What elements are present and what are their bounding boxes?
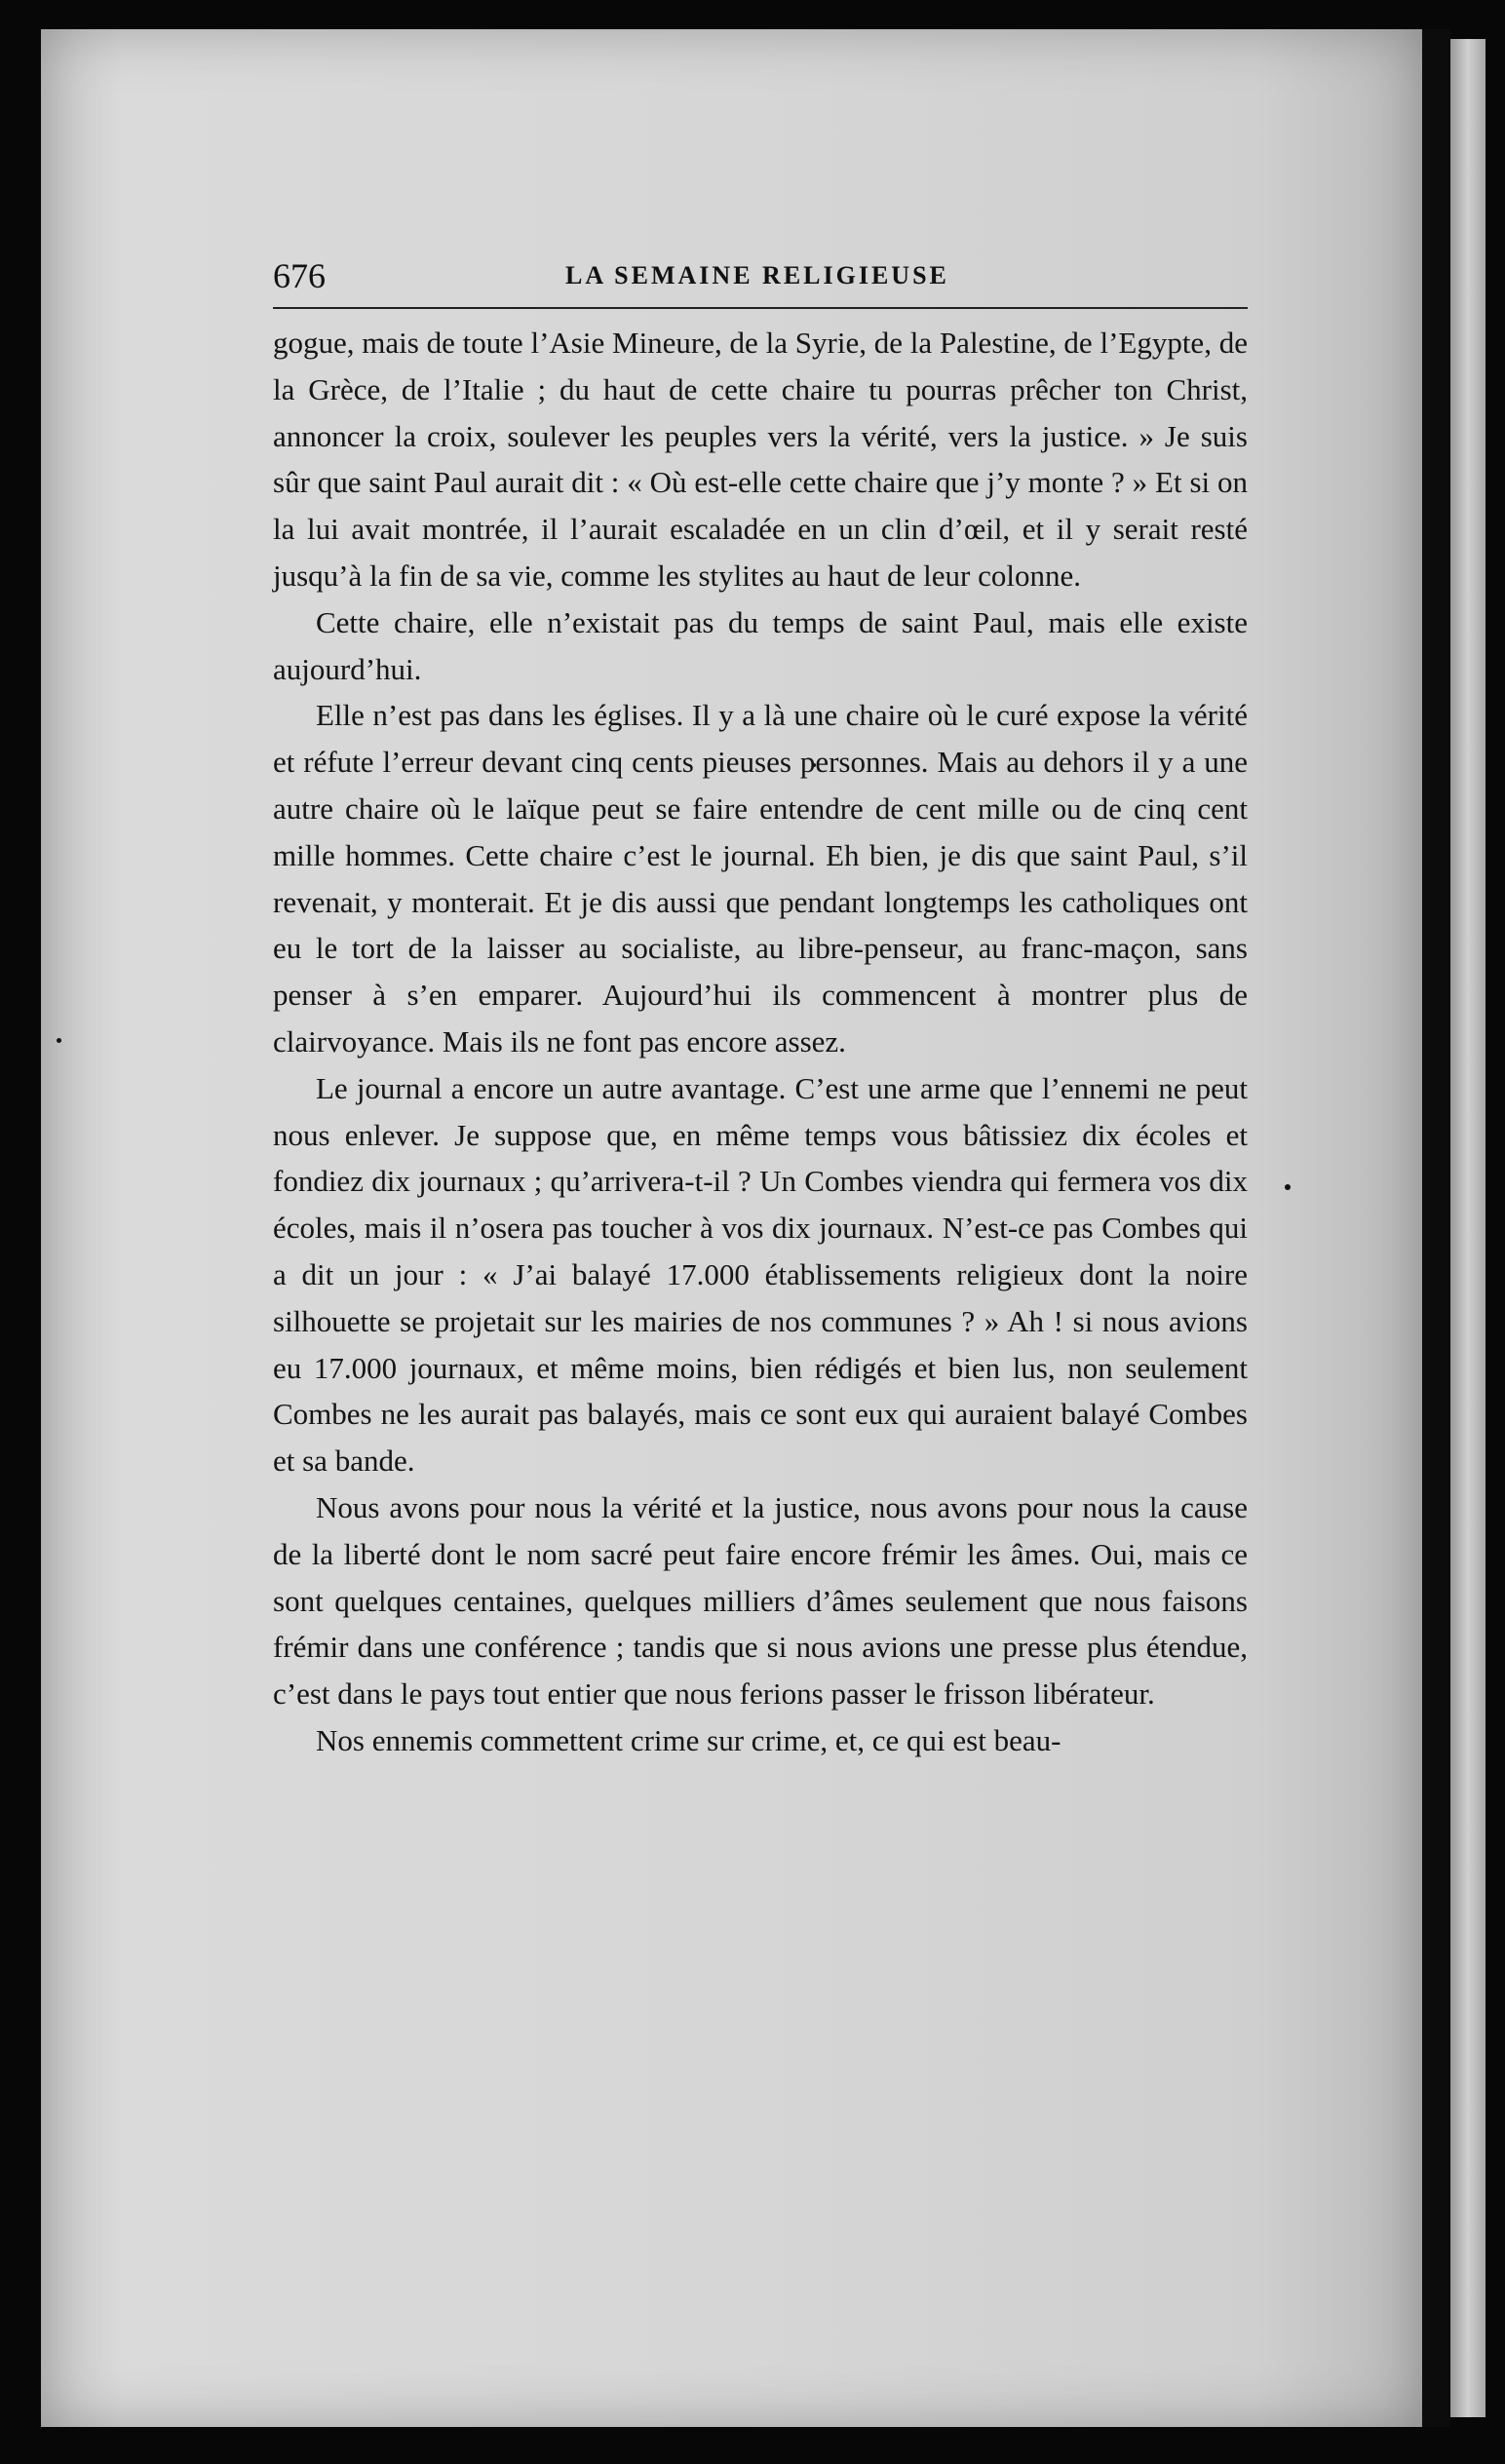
running-title: LA SEMAINE RELIGIEUSE [565, 261, 949, 289]
paragraph: Nos ennemis commettent crime sur crime, et, ce qui est beau- [316, 1722, 1061, 1757]
page-number: 676 [273, 256, 326, 295]
paragraph: gogue, mais de toute l’Asie Mineure, de la Syrie, de la Palestine, de l’Egypte, de la Grèce, de l’Italie ; du haut de cette chaire tu pourras prêcher ton Christ, annoncer la croix, soulever les peuples vers la vérité, vers la justice. » Je suis sûr que saint Paul aurait dit : « Où est-elle cette chaire que j’y monte ? » Et si on la lui avait montrée, il l’aurait escaladée en un clin d’œil, et il y serait resté jusqu’à la fin de sa vie, comme les stylites au haut de leur colonne. [273, 326, 1248, 593]
paragraph: Le journal a encore un autre avantage. C’est une arme que l’ennemi ne peut nous enlever. Je suppose que, en même temps vous bâtissiez dix écoles et fondiez dix journaux ; qu’arrivera-t-il ? Un Combes viendra qui fermera vos dix écoles, mais il n’osera pas toucher à vos dix journaux. N’est-ce pas Combes qui a dit un jour : « J’ai balayé 17.000 établissements religieux dont la noire silhouette se projetait sur les mairies de nos communes ? » Ah ! si nous avions eu 17.000 journaux, et même moins, bien rédigés et bien lus, non seulement Combes ne les aurait pas balayés, mais ce sont eux qui auraient balayé Combes et sa bande. [273, 1070, 1248, 1479]
paragraph: Elle n’est pas dans les églises. Il y a là une chaire où le curé expose la vérité et réfute l’erreur devant cinq cents pieuses personnes. Mais au dehors il y a une autre chaire où le laïque peut se faire entendre de cent mille ou de cinq cent mille hommes. Cette chaire c’est le journal. Eh bien, je dis que saint Paul, s’il revenait, y monterait. Et je dis aussi que pendant longtemps les catholiques ont eu le tort de la laisser au socialiste, au libre-penseur, au franc-maçon, sans penser à s’en emparer. Aujourd’hui ils commencent à montrer plus de clairvoyance. Mais ils ne font pas encore assez. [273, 698, 1248, 1059]
ink-speck [1285, 1184, 1291, 1190]
header-rule [273, 307, 1248, 309]
page-header [273, 255, 1248, 304]
body-text [273, 320, 1248, 1764]
book-gutter [1422, 29, 1450, 2427]
adjacent-page-edge [1450, 39, 1486, 2417]
ink-speck [57, 1038, 61, 1043]
paragraph: Cette chaire, elle n’existait pas du temps de saint Paul, mais elle existe aujourd’hui. [273, 604, 1248, 686]
paragraph: Nous avons pour nous la vérité et la justice, nous avons pour nous la cause de la liberté dont le nom sacré peut faire encore frémir les âmes. Oui, mais ce sont quelques centaines, quelques milliers d’âmes seulement que nous faisons frémir dans une conférence ; tandis que si nous avions une presse plus étendue, c’est dans le pays tout entier que nous ferions passer le frisson libérateur. [273, 1489, 1248, 1712]
